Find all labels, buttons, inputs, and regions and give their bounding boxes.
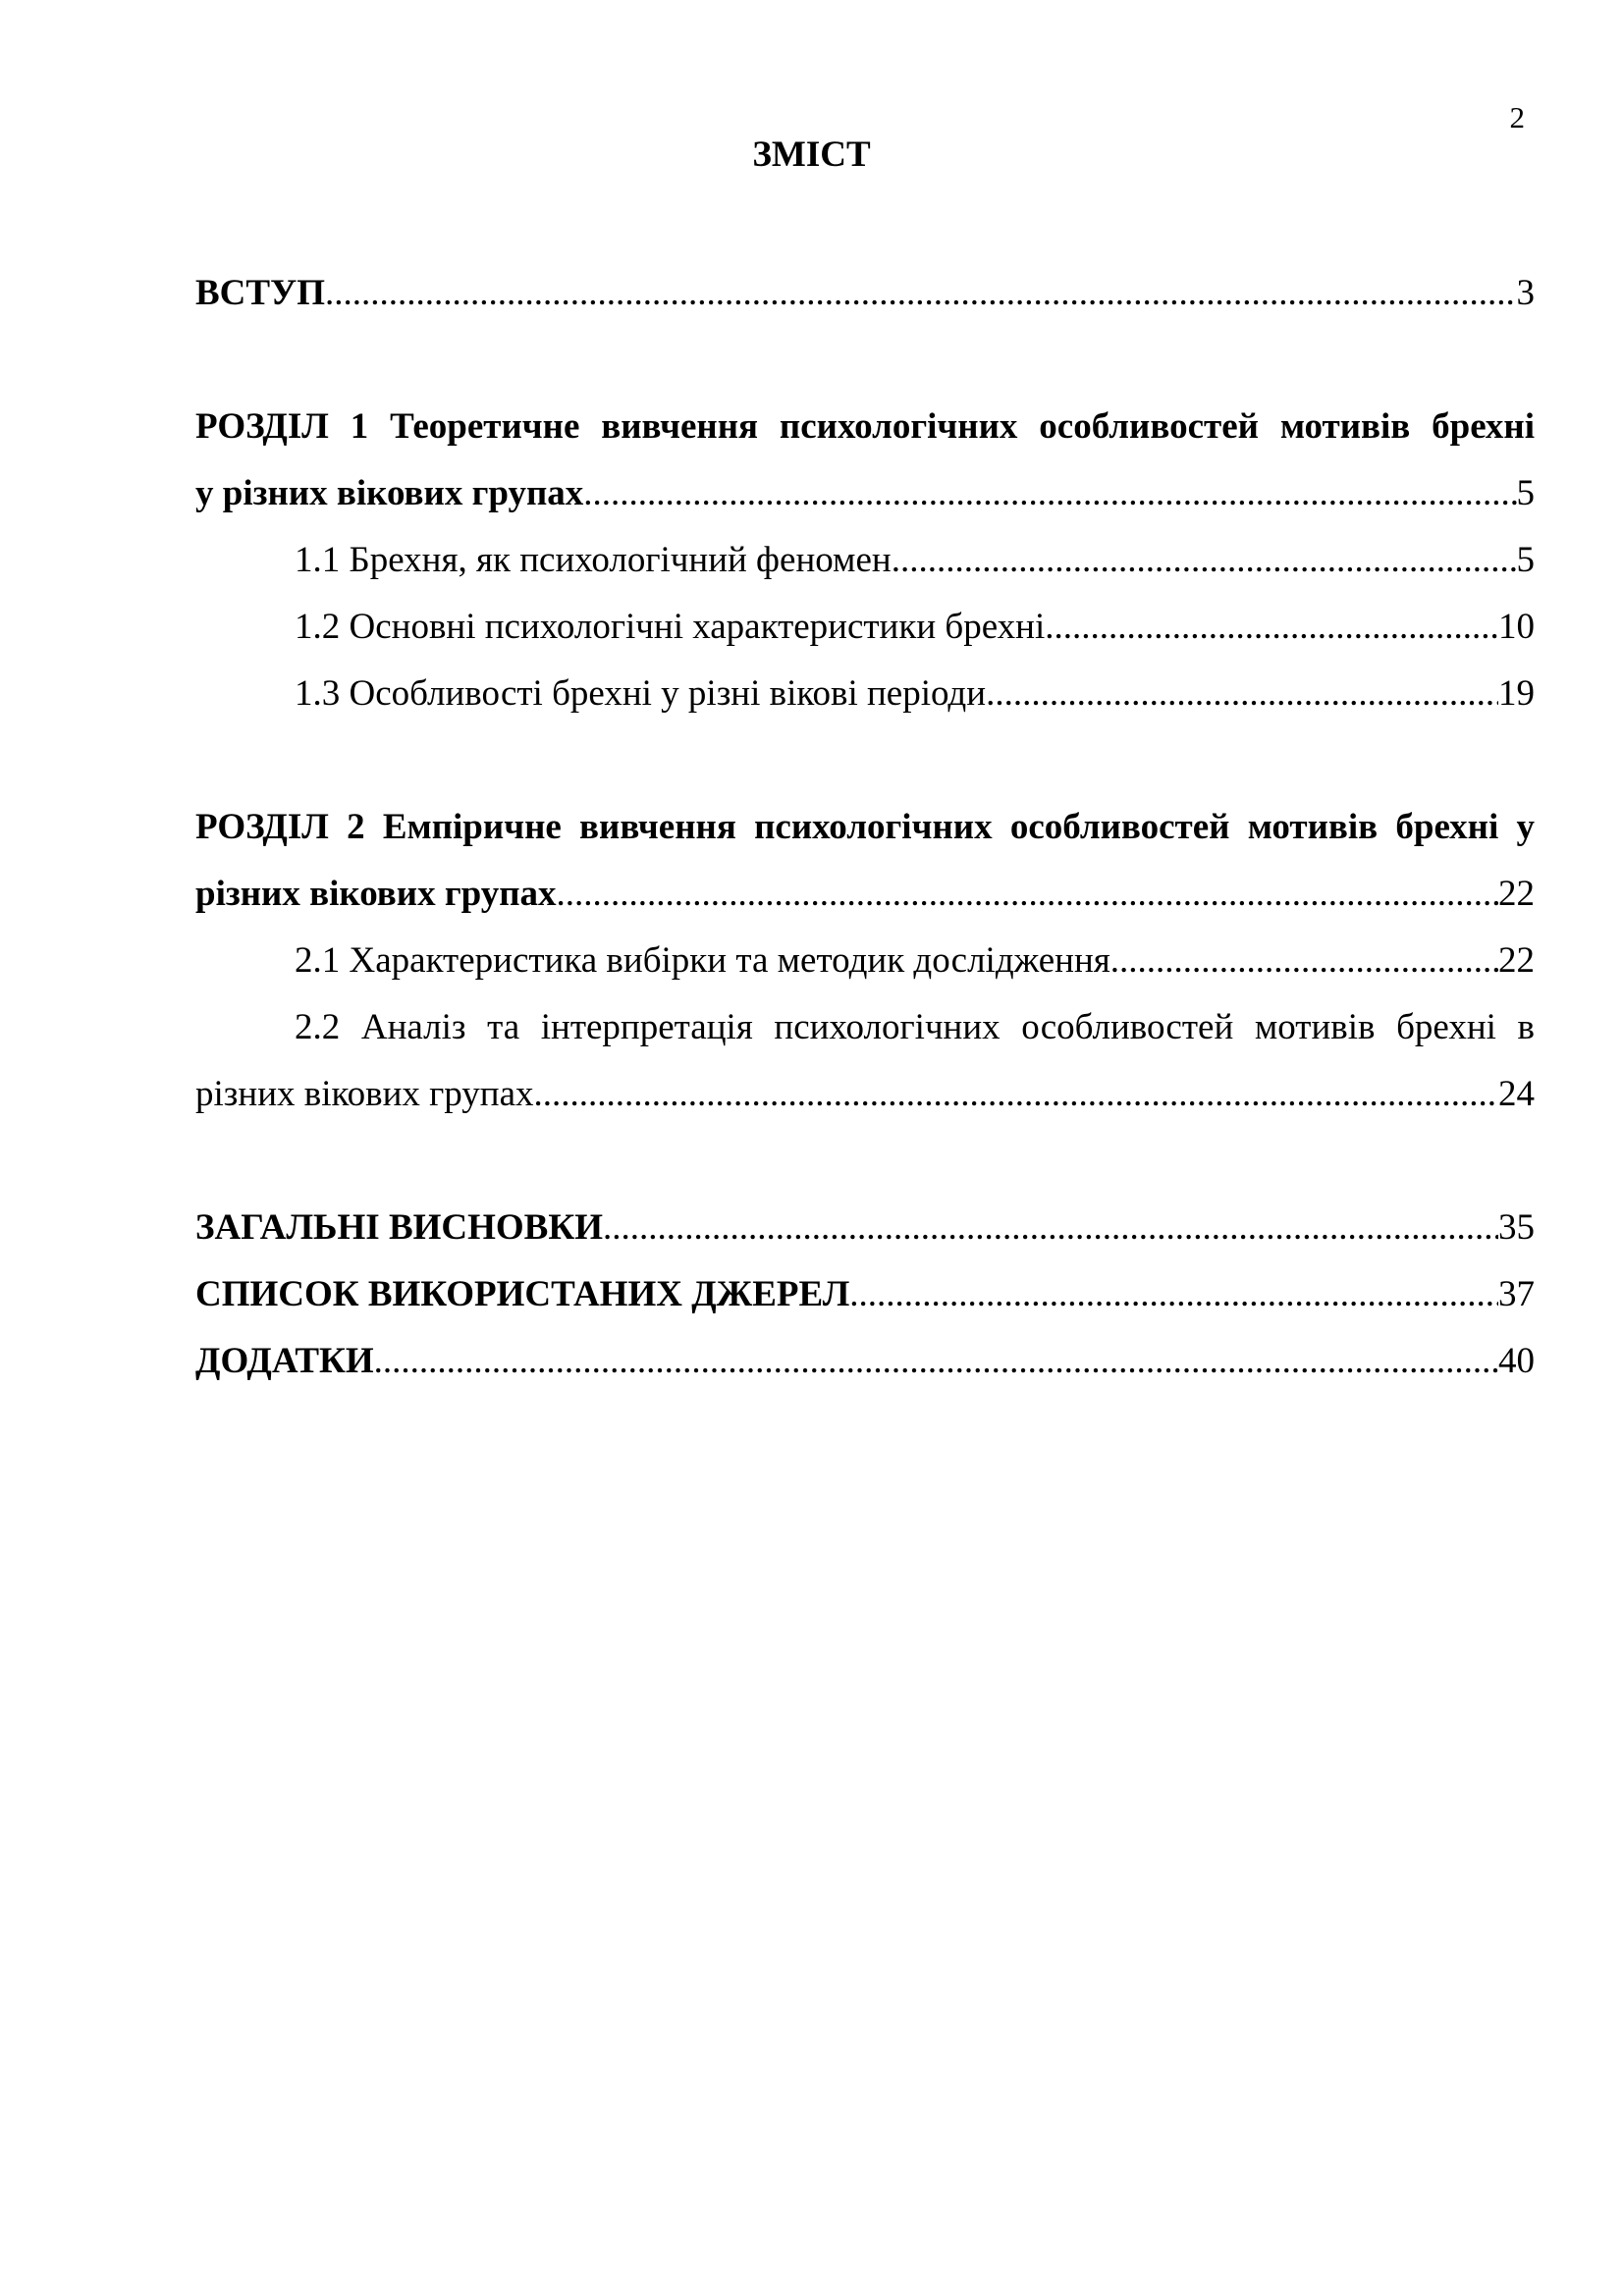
toc-entry-label: 1.1 Брехня, як психологічний феномен xyxy=(295,540,892,580)
spacer xyxy=(195,727,1535,794)
toc-entry-page: 40 xyxy=(1498,1341,1535,1381)
toc-entry-references[interactable] xyxy=(195,1261,1535,1328)
toc-entry-label: СПИСОК ВИКОРИСТАНИХ ДЖЕРЕЛ xyxy=(195,1274,850,1314)
dot-leader xyxy=(986,661,1498,727)
toc-entry-label: різних вікових групах xyxy=(195,1074,534,1114)
toc-entry-1-3[interactable] xyxy=(195,661,1535,727)
toc-entry-page: 10 xyxy=(1498,607,1535,647)
toc-entry-label: ЗАГАЛЬНІ ВИСНОВКИ xyxy=(195,1207,603,1248)
dot-leader xyxy=(557,861,1498,928)
toc-entry-page: 22 xyxy=(1498,940,1535,981)
toc-entry-label: 1.3 Особливості брехні у різні вікові періоди xyxy=(295,673,987,714)
dot-leader xyxy=(1110,928,1498,994)
toc-entry-label: різних вікових групах xyxy=(195,874,557,914)
spacer xyxy=(195,1128,1535,1195)
spacer xyxy=(195,327,1535,394)
dot-leader xyxy=(603,1195,1498,1261)
dot-leader xyxy=(534,1061,1498,1128)
toc-entry-page: 19 xyxy=(1498,673,1535,714)
toc-entry-label: 2.1 Характеристика вибірки та методик дослідження xyxy=(295,940,1110,981)
toc-entry-page: 5 xyxy=(1516,473,1535,513)
toc-entry-1-1[interactable] xyxy=(195,527,1535,594)
toc-entry-page: 3 xyxy=(1516,273,1535,313)
toc-entry-page: 37 xyxy=(1498,1274,1535,1314)
toc-entry-2-2[interactable] xyxy=(195,1061,1535,1128)
toc-entry-section2-line1[interactable]: РОЗДІЛ 2 Емпіричне вивчення психологічних особливостей мотивів брехні у xyxy=(195,807,1535,847)
toc-entry-2-1[interactable] xyxy=(195,928,1535,994)
toc-entry-label: у різних вікових групах xyxy=(195,473,584,513)
toc-entry-page: 35 xyxy=(1498,1207,1535,1248)
dot-leader xyxy=(583,460,1516,527)
page-number: 2 xyxy=(1509,100,1525,134)
toc-entry-label: ВСТУП xyxy=(195,273,326,313)
toc-entry-page: 5 xyxy=(1516,540,1535,580)
toc-entry-intro[interactable] xyxy=(195,260,1535,327)
toc-entry-label: 1.2 Основні психологічні характеристики брехні xyxy=(295,607,1046,647)
toc-entry-section1[interactable] xyxy=(195,460,1535,527)
toc-entry-page: 24 xyxy=(1498,1074,1535,1114)
dot-leader xyxy=(892,527,1517,594)
toc-title: ЗМІСТ xyxy=(752,134,871,175)
toc-entry-page: 22 xyxy=(1498,874,1535,914)
dot-leader xyxy=(374,1328,1498,1395)
toc-entry-2-2-line1[interactable]: 2.2 Аналіз та інтерпретація психологічних особливостей мотивів брехні в xyxy=(295,1007,1535,1047)
toc-entry-conclusions[interactable] xyxy=(195,1195,1535,1261)
table-of-contents xyxy=(195,260,1535,1395)
toc-entry-appendices[interactable] xyxy=(195,1328,1535,1395)
dot-leader xyxy=(849,1261,1498,1328)
toc-entry-section2[interactable] xyxy=(195,861,1535,928)
dot-leader xyxy=(325,260,1516,327)
toc-entry-1-2[interactable] xyxy=(195,594,1535,661)
dot-leader xyxy=(1045,594,1498,661)
toc-entry-section1-line1[interactable]: РОЗДІЛ 1 Теоретичне вивчення психологічних особливостей мотивів брехні xyxy=(195,406,1535,447)
toc-entry-label: ДОДАТКИ xyxy=(195,1341,374,1381)
